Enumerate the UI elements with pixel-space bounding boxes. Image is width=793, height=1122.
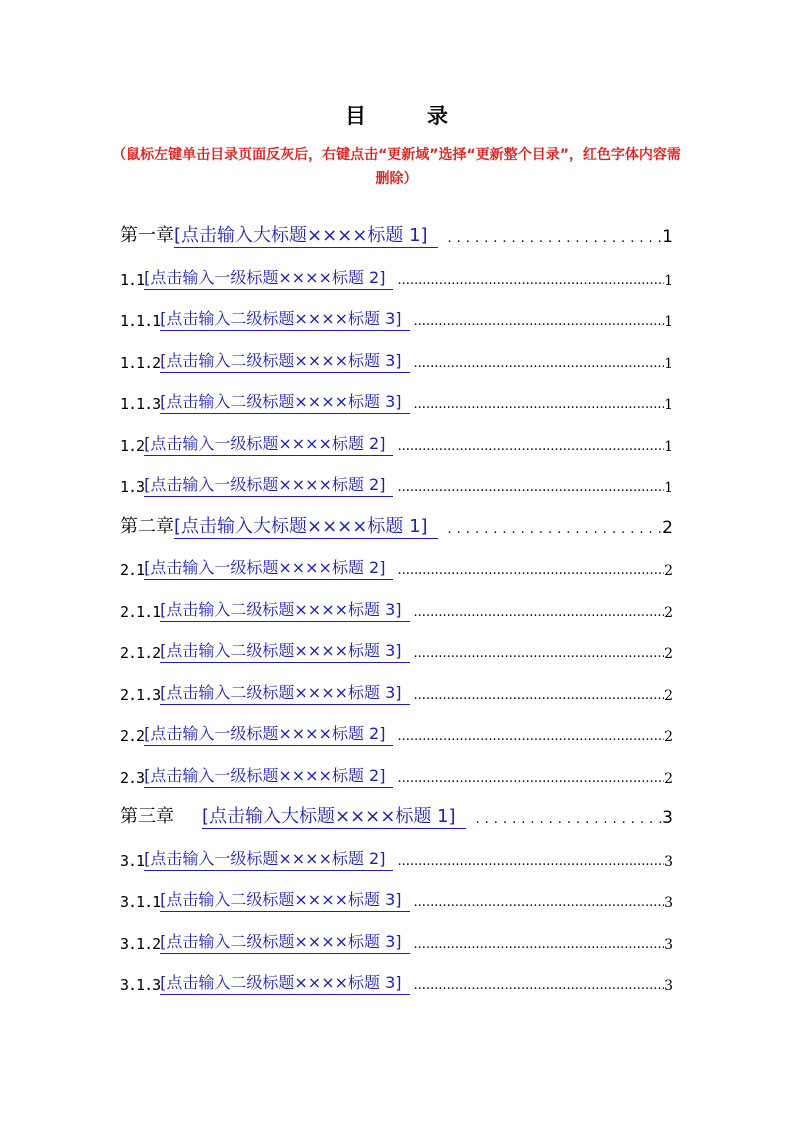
toc-page-number: 2 bbox=[664, 605, 673, 621]
toc-entry[interactable] bbox=[120, 260, 673, 290]
toc-entry-link[interactable]: [点击输入二级标题××××标题 3] bbox=[160, 931, 409, 954]
toc-entry-link[interactable]: [点击输入一级标题××××标题 2] bbox=[144, 267, 393, 290]
toc-entry[interactable] bbox=[120, 841, 673, 871]
toc-entry-number: 1.1 bbox=[120, 271, 145, 289]
toc-dot-leader bbox=[410, 397, 665, 414]
toc-entry-number: 2.3 bbox=[120, 769, 145, 787]
toc-entry-link[interactable]: [点击输入一级标题××××标题 2] bbox=[144, 723, 393, 746]
toc-entry[interactable] bbox=[120, 882, 673, 912]
toc-entry-link[interactable]: [点击输入二级标题××××标题 3] bbox=[160, 972, 409, 995]
toc-chapter-entry[interactable] bbox=[120, 509, 673, 539]
toc-entry-link[interactable]: [点击输入二级标题××××标题 3] bbox=[160, 889, 409, 912]
toc-entry-number: 2.1.2 bbox=[120, 644, 161, 662]
toc-entry-number: 1.1.2 bbox=[120, 354, 161, 372]
toc-entry-number: 3.1 bbox=[120, 852, 145, 870]
toc-entry-number: 第二章 bbox=[120, 516, 174, 537]
toc-entry[interactable] bbox=[120, 592, 673, 622]
toc-entry-link[interactable]: [点击输入一级标题××××标题 2] bbox=[144, 557, 393, 580]
toc-entry-link[interactable]: [点击输入大标题××××标题 1] bbox=[174, 516, 438, 539]
toc-dot-leader bbox=[393, 854, 664, 871]
toc-entry[interactable] bbox=[120, 343, 673, 373]
toc-entry-link[interactable]: [点击输入二级标题××××标题 3] bbox=[160, 682, 409, 705]
toc-dot-leader bbox=[410, 937, 665, 954]
toc-dot-leader bbox=[410, 895, 665, 912]
toc-entry-link[interactable]: [点击输入二级标题××××标题 3] bbox=[160, 350, 409, 373]
toc-page-number: 2 bbox=[664, 729, 673, 745]
toc-dot-leader bbox=[466, 812, 663, 829]
toc-page-number: 1 bbox=[664, 480, 673, 496]
toc-entry-number: 3.1.3 bbox=[120, 976, 161, 994]
toc-dot-leader bbox=[393, 439, 664, 456]
toc-entry[interactable] bbox=[120, 633, 673, 663]
toc-page-number: 2 bbox=[664, 688, 673, 704]
toc-entry-number: 1.1.1 bbox=[120, 312, 161, 330]
toc-entry-link[interactable]: [点击输入一级标题××××标题 2] bbox=[144, 765, 393, 788]
toc-chapter-entry[interactable] bbox=[120, 218, 673, 248]
toc-page-number: 1 bbox=[664, 356, 673, 372]
toc-entry-link[interactable]: [点击输入一级标题××××标题 2] bbox=[144, 433, 393, 456]
toc-entry[interactable] bbox=[120, 758, 673, 788]
toc-entry[interactable] bbox=[120, 965, 673, 995]
toc-page-number: 3 bbox=[664, 895, 673, 911]
toc-dot-leader bbox=[438, 231, 663, 248]
toc-entry[interactable] bbox=[120, 467, 673, 497]
toc-dot-leader bbox=[438, 522, 663, 539]
toc-entry[interactable] bbox=[120, 675, 673, 705]
toc-page-number: 2 bbox=[664, 646, 673, 662]
toc-chapter-entry[interactable] bbox=[120, 799, 673, 829]
toc-dot-leader bbox=[393, 480, 664, 497]
toc-entry-number: 3.1.2 bbox=[120, 935, 161, 953]
toc-dot-leader bbox=[410, 646, 665, 663]
toc-entry-link[interactable]: [点击输入大标题××××标题 1] bbox=[202, 806, 466, 829]
toc-entry-number: 2.1.1 bbox=[120, 603, 161, 621]
toc-dot-leader bbox=[410, 314, 665, 331]
toc-dot-leader bbox=[393, 273, 664, 290]
toc-dot-leader bbox=[393, 563, 664, 580]
toc-entry-link[interactable]: [点击输入二级标题××××标题 3] bbox=[160, 640, 409, 663]
toc-entry-number: 2.1 bbox=[120, 561, 145, 579]
toc-page-number: 1 bbox=[664, 397, 673, 413]
toc-entry-number: 第一章 bbox=[120, 225, 174, 246]
toc-dot-leader bbox=[410, 605, 665, 622]
toc-entry-number: 2.2 bbox=[120, 727, 145, 745]
instruction-note: （鼠标左键单击目录页面反灰后，右键点击“更新域”选择“更新整个目录”，红色字体内容需删除） bbox=[112, 147, 681, 187]
toc-page-number: 2 bbox=[664, 563, 673, 579]
toc-entry[interactable] bbox=[120, 716, 673, 746]
toc-entry-link[interactable]: [点击输入一级标题××××标题 2] bbox=[144, 474, 393, 497]
toc-page-number: 3 bbox=[664, 937, 673, 953]
toc-entry[interactable] bbox=[120, 924, 673, 954]
toc-page-number: 1 bbox=[664, 273, 673, 289]
toc-entry-link[interactable]: [点击输入二级标题××××标题 3] bbox=[160, 391, 409, 414]
toc-entry-link[interactable]: [点击输入二级标题××××标题 3] bbox=[160, 599, 409, 622]
page-title: 目 录 bbox=[345, 104, 468, 128]
toc-entry-number: 第三章 bbox=[120, 806, 174, 827]
toc-page-number: 1 bbox=[664, 314, 673, 330]
toc-dot-leader bbox=[393, 771, 664, 788]
toc-page-number: 3 bbox=[664, 854, 673, 870]
toc-page-number: 2 bbox=[664, 771, 673, 787]
toc-entry-link[interactable]: [点击输入一级标题××××标题 2] bbox=[144, 848, 393, 871]
toc-dot-leader bbox=[410, 356, 665, 373]
toc-page-number: 3 bbox=[664, 978, 673, 994]
toc-page-number: 3 bbox=[662, 808, 673, 828]
toc-dot-leader bbox=[410, 688, 665, 705]
toc-entry-number: 1.3 bbox=[120, 478, 145, 496]
toc-page-number: 1 bbox=[664, 439, 673, 455]
toc-entry-number: 3.1.1 bbox=[120, 893, 161, 911]
toc-dot-leader bbox=[393, 729, 664, 746]
toc-entry-link[interactable]: [点击输入二级标题××××标题 3] bbox=[160, 308, 409, 331]
toc-entry-number: 2.1.3 bbox=[120, 686, 161, 704]
toc-entry[interactable] bbox=[120, 426, 673, 456]
toc-entry-number: 1.1.3 bbox=[120, 395, 161, 413]
toc-page-number: 1 bbox=[662, 227, 673, 247]
toc-entry[interactable] bbox=[120, 384, 673, 414]
toc-dot-leader bbox=[410, 978, 665, 995]
toc-entry[interactable] bbox=[120, 550, 673, 580]
toc-entry-number: 1.2 bbox=[120, 437, 145, 455]
toc-entry[interactable] bbox=[120, 301, 673, 331]
toc-page-number: 2 bbox=[662, 518, 673, 538]
toc-entry-link[interactable]: [点击输入大标题××××标题 1] bbox=[174, 225, 438, 248]
